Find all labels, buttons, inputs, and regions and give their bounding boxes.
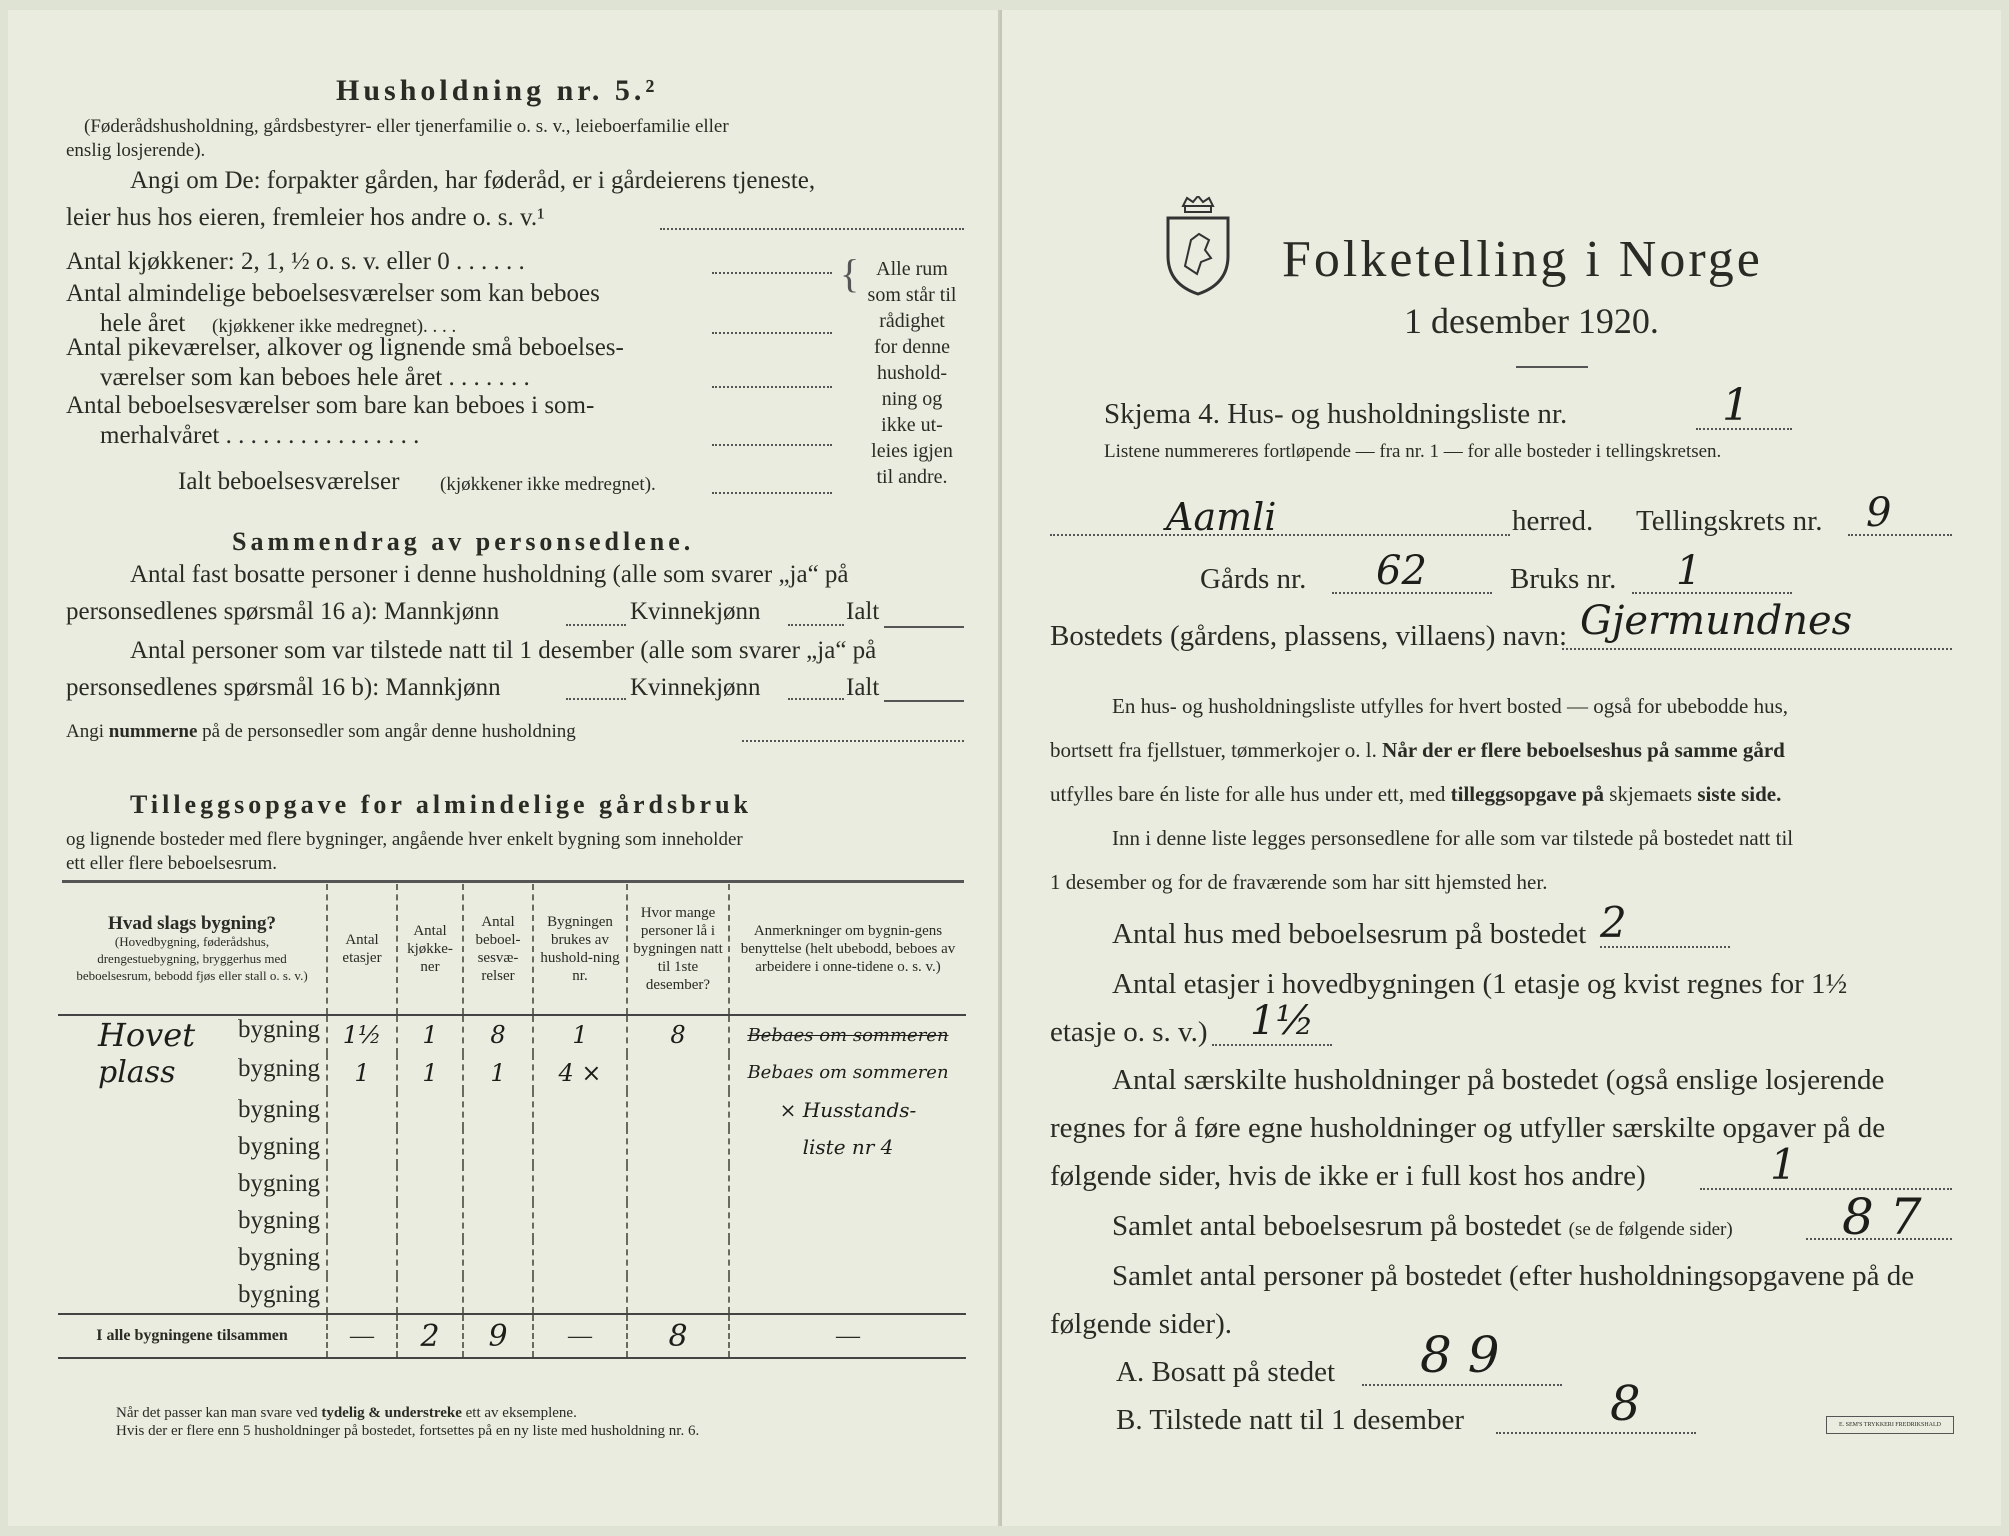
household-title: Husholdning nr. 5.² [336,74,659,107]
tilstede-ialt-label: Ialt [846,674,880,701]
footnote-1-b: tydelig & understreke [321,1405,462,1421]
listene-note: Listene nummereres fortløpende — fra nr. 1 — for alle bosteder i tellingskretsen. [1104,441,1722,462]
skjema-label: Skjema 4. Hus- og husholdningsliste nr. [1104,398,1568,430]
rom-cell[interactable] [463,1091,533,1128]
alm-label-2: hele året [100,310,186,337]
building-hw: Hovet [98,1016,196,1054]
table-row [58,1015,966,1054]
kjokken-cell[interactable] [397,1239,463,1276]
building-label-cell[interactable]: bygning [238,1095,320,1123]
alm-answer-line[interactable] [712,332,832,334]
fast-mann-line[interactable] [566,624,626,626]
total-rom[interactable]: 9 [463,1314,533,1358]
anmerkning-cell[interactable]: × Husstands- [729,1091,966,1128]
census-title: Folketelling i Norge [1282,231,1763,288]
total-personer[interactable]: 8 [627,1314,729,1358]
footnote-1-c: ett av eksemplene. [465,1405,577,1421]
kjokken-cell[interactable]: 1 [397,1015,463,1054]
fast-kvinne-line[interactable] [788,624,844,626]
building-label: bygning [238,1055,320,1082]
bosatt-line[interactable] [1362,1384,1562,1386]
kjokken-cell[interactable] [397,1202,463,1239]
p1-3d: siste side. [1697,782,1782,806]
angi-rest: på de personsedler som angår denne husholdning [202,721,576,742]
total-kjokken[interactable]: 2 [397,1314,463,1358]
building-table [58,884,966,1359]
etasjer-cell[interactable] [327,1239,397,1276]
anmerkning-cell[interactable] [729,1239,966,1276]
bostedets-label: Bostedets (gårdens, plassens, villaens) navn: [1050,620,1568,652]
footnote-1-a: Når det passer kan man svare ved [116,1405,318,1421]
fast-ialt-label: Ialt [846,598,880,625]
etasjer-cell[interactable] [327,1202,397,1239]
kjokken-cell[interactable] [397,1091,463,1128]
p1-3c: skjemaets [1609,782,1693,806]
anmerkning-cell[interactable] [729,1202,966,1239]
side-note-line: ikke ut- [881,414,943,436]
etasjer-cell[interactable] [327,1128,397,1165]
footnote-2: Hvis der er flere enn 5 husholdninger på bostedet, fortsettes på en ny liste med husholdning nr. 6. [116,1423,700,1439]
total-etasjer[interactable]: — [327,1314,397,1358]
rom-cell[interactable] [463,1202,533,1239]
brace: { [840,251,860,296]
angi-answer-line[interactable] [660,228,964,230]
fast-line-2: personsedlenes spørsmål 16 a): Mannkjønn [66,598,500,625]
saer-label-2: regnes for å føre egne husholdninger og utfyller særskilte opgaver på de [1050,1112,1886,1144]
samlet-rom-label [1112,1210,1733,1243]
personer-cell[interactable] [627,1276,729,1314]
total-label: I alle bygningene tilsammen [58,1314,327,1358]
personer-cell[interactable] [627,1239,729,1276]
paragraph-2-line-2: 1 desember og for de fraværende som har sitt hjemsted her. [1050,870,1548,894]
herred-hw[interactable]: Aamli [1166,495,1277,539]
etasjer-line[interactable] [1212,1044,1332,1046]
ialt-answer-line[interactable] [712,492,832,494]
title-rule [1516,366,1588,368]
rom-cell[interactable]: 8 [463,1015,533,1054]
paragraph-2-line-1: Inn i denne liste legges personsedlene for alle som var tilstede på bostedet natt til [1112,826,1794,850]
household-intro-2: enslig losjerende). [66,140,206,161]
etasjer-hw[interactable]: 1½ [1250,998,1315,1044]
ialt-label: Ialt beboelsesværelser [178,468,400,495]
tilstede-ialt-line[interactable] [884,700,964,702]
side-note-line: for denne [873,336,951,358]
samlet-rom-line[interactable] [1806,1238,1952,1240]
side-note-line: til andre. [876,466,948,488]
paragraph-1-line-3 [1050,782,1781,807]
table-row [58,1239,966,1276]
p1-3b: tilleggsopgave på [1450,782,1605,806]
etasjer-cell[interactable] [327,1165,397,1202]
angi-word: Angi [66,721,104,742]
herred-line[interactable] [1050,534,1510,536]
footnote-1 [116,1405,577,1422]
etasjer-label-1: Antal etasjer i hovedbygningen (1 etasje og kvist regnes for 1½ [1112,968,1848,1000]
saer-label-1: Antal særskilte husholdninger på bostedet (også enslige losjerende [1112,1064,1885,1096]
building-label-cell[interactable] [58,1015,327,1054]
col-building-type [58,884,327,1015]
table-row [58,1091,966,1128]
building-label: bygning [238,1016,320,1043]
sommer-answer-line[interactable] [712,444,832,446]
husholdning-cell[interactable] [533,1239,627,1276]
etasjer-cell[interactable]: 1 [327,1054,397,1091]
bruks-hw[interactable]: 1 [1676,548,1702,594]
hus-line[interactable] [1600,946,1730,948]
bostedets-hw[interactable]: Gjermundnes [1580,598,1853,644]
fast-line-1: Antal fast bosatte personer i denne husholdning (alle som svarer „ja“ på [130,561,849,588]
kitchen-count-label: Antal kjøkkener: 2, 1, ½ o. s. v. eller 0 . . . . . . [66,248,525,275]
etasjer-label-2: etasje o. s. v.) [1050,1016,1208,1048]
paragraph-1-line-1: En hus- og husholdningsliste utfylles for hvert bosted — også for ubebodde hus, [1112,694,1788,718]
building-label-cell[interactable]: bygning [238,1280,320,1308]
side-note-line: Alle rum [876,258,948,280]
rooms-side-note [862,256,962,490]
samlet-rom-hw[interactable]: 8 7 [1842,1188,1922,1246]
bostedets-line[interactable] [1562,648,1952,650]
page-fold [1000,10,1002,1526]
rom-cell[interactable] [463,1239,533,1276]
sommer-label-1: Antal beboelsesværelser som bare kan beboes i som- [66,392,595,419]
table-row [58,1054,966,1091]
bruks-label: Bruks nr. [1510,563,1617,595]
hus-label: Antal hus med beboelsesrum på bostedet [1112,918,1587,950]
tilstede-label: B. Tilstede natt til 1 desember [1116,1404,1464,1436]
building-label-cell[interactable]: bygning [238,1206,320,1234]
tilstede-line-2: personsedlenes spørsmål 16 b): Mannkjønn [66,674,501,701]
tilstede-line[interactable] [1496,1432,1696,1434]
col-rom: Antal beboel-sesvæ-relser [463,884,533,1015]
printer-stamp: E. SEM'S TRYKKERI FREDRIKSHALD [1826,1416,1954,1434]
samlet-rom-note: (se de følgende sider) [1568,1219,1733,1240]
husholdning-cell[interactable] [533,1165,627,1202]
kitchen-answer-line[interactable] [712,272,832,274]
tillegg-line-1: og lignende bosteder med flere bygninger, angående hver enkelt bygning som inneholder [66,829,743,850]
samlet-pers-label-2: følgende sider). [1050,1308,1232,1340]
bruks-line[interactable] [1632,592,1792,594]
fast-kvinne-label: Kvinnekjønn [630,598,761,625]
col-anmerkninger: Anmerkninger om bygnin-gens benyttelse (helt ubebodd, beboes av arbeidere i onne-tidene o. s. v.) [729,884,966,1015]
table-row [58,1276,966,1314]
anmerkning-cell[interactable] [729,1165,966,1202]
side-note-line: leies igjen [871,440,953,462]
ialt-note: (kjøkkener ikke medregnet). [440,474,656,495]
angi-nummerne [66,721,576,743]
etasjer-cell[interactable]: 1½ [327,1015,397,1054]
tillegg-title: Tilleggsopgave for almindelige gårdsbruk [130,790,753,819]
anmerkning-cell[interactable] [729,1276,966,1314]
col-kjokken: Antal kjøkke-ner [397,884,463,1015]
tilstede-line-1: Antal personer som var tilstede natt til 1 desember (alle som svarer „ja“ på [130,637,877,664]
herred-label: herred. [1512,505,1594,537]
rom-cell[interactable] [463,1276,533,1314]
tilstede-kvinne-line[interactable] [788,698,844,700]
side-note-line: som står til [867,284,957,306]
pike-answer-line[interactable] [712,386,832,388]
sommer-label-2: merhalvåret . . . . . . . . . . . . . . . . [100,422,420,449]
building-label-cell[interactable]: bygning [238,1243,320,1271]
husholdning-cell[interactable] [533,1091,627,1128]
building-hw: plass [98,1055,176,1090]
anmerkning-cell[interactable]: Bebaes om sommeren [729,1015,966,1054]
side-note-line: rådighet [879,310,945,332]
building-label-cell[interactable] [58,1054,327,1091]
pike-label-1: Antal pikeværelser, alkover og lignende små beboelses- [66,334,624,361]
tilstede-hw[interactable]: 8 [1610,1376,1641,1432]
col-personer: Hvor mange personer lå i bygningen natt til 1ste desember? [627,884,729,1015]
total-husholdning[interactable]: — [533,1314,627,1358]
husholdning-cell[interactable] [533,1128,627,1165]
kjokken-cell[interactable] [397,1276,463,1314]
table-row [58,1165,966,1202]
gards-line[interactable] [1332,592,1492,594]
bosatt-hw[interactable]: 8 9 [1420,1326,1500,1384]
husholdning-cell[interactable] [533,1276,627,1314]
fast-ialt-line[interactable] [884,626,964,628]
table-row [58,1202,966,1239]
p1-2a: bortsett fra fjellstuer, tømmerkojer o. l. [1050,738,1377,762]
kjokken-cell[interactable] [397,1165,463,1202]
nummerne-line[interactable] [742,740,964,742]
personer-cell[interactable] [627,1091,729,1128]
col-husholdning: Bygningen brukes av hushold-ning nr. [533,884,627,1015]
husholdning-cell[interactable]: 1 [533,1015,627,1054]
kjokken-cell[interactable] [397,1128,463,1165]
samlet-pers-label-1: Samlet antal personer på bostedet (efter husholdningsopgavene på de [1112,1260,1915,1292]
side-note-line: hushold- [877,362,947,384]
angi-line-1: Angi om De: forpakter gården, har føderåd, er i gårdeierens tjeneste, [130,167,816,194]
rom-cell[interactable] [463,1165,533,1202]
personer-cell[interactable] [627,1128,729,1165]
anmerkning-cell[interactable]: liste nr 4 [729,1128,966,1165]
pike-label-2: værelser som kan beboes hele året . . . . . . . [100,364,530,391]
table-top-rule [62,880,964,883]
nummerne-word: nummerne [108,721,198,742]
tellingskrets-hw[interactable]: 9 [1866,490,1892,536]
personer-cell[interactable] [627,1054,729,1091]
personer-cell[interactable]: 8 [627,1015,729,1054]
saer-hw[interactable]: 1 [1770,1140,1797,1189]
gards-hw[interactable]: 62 [1376,548,1427,594]
personer-cell[interactable] [627,1165,729,1202]
samlet-rom-text: Samlet antal beboelsesrum på bostedet [1112,1210,1562,1242]
table-row [58,1128,966,1165]
husholdning-cell[interactable] [533,1202,627,1239]
coat-of-arms-icon [1163,196,1233,296]
angi-line-2: leier hus hos eieren, fremleier hos andre o. s. v.¹ [66,204,545,231]
hus-hw[interactable]: 2 [1600,898,1627,947]
tellingskrets-label: Tellingskrets nr. [1636,505,1823,537]
skjema-number-hw[interactable]: 1 [1722,380,1750,431]
tellingskrets-line[interactable] [1848,534,1952,536]
building-label-cell[interactable]: bygning [238,1169,320,1197]
paragraph-1-line-2 [1050,738,1785,763]
total-anmerkning[interactable]: — [729,1314,966,1358]
skjema-number-line[interactable] [1696,428,1792,430]
census-date: 1 desember 1920. [1404,301,1659,341]
tilstede-mann-line[interactable] [566,698,626,700]
saer-label-3: følgende sider, hvis de ikke er i full kost hos andre) [1050,1160,1646,1192]
gards-label: Gårds nr. [1200,563,1307,595]
etasjer-cell[interactable] [327,1091,397,1128]
p1-2b: Når der er flere beboelseshus på samme gård [1382,738,1785,762]
side-note-line: ning og [881,388,943,410]
personer-cell[interactable] [627,1202,729,1239]
kjokken-cell[interactable]: 1 [397,1054,463,1091]
alm-label-note: (kjøkkener ikke medregnet). . . . [212,316,457,337]
tilstede-kvinne-label: Kvinnekjønn [630,674,761,701]
bosatt-label: A. Bosatt på stedet [1116,1356,1336,1388]
col-building-sub: (Hovedbygning, føderådshus, drengestuebygning, bryggerhus med beboelsesrum, bebodd fjøs eller stall o. s. v.) [76,933,308,983]
col-etasjer: Antal etasjer [327,884,397,1015]
building-label-cell[interactable]: bygning [238,1132,320,1160]
col-building-title: Hvad slags bygning? [108,912,276,934]
alm-label-1: Antal almindelige beboelsesværelser som kan beboes [66,280,600,307]
p1-3a: utfylles bare én liste for alle hus under ett, med [1050,782,1446,806]
total-row [58,1314,966,1358]
husholdning-cell[interactable]: 4 × [533,1054,627,1091]
anmerkning-cell[interactable]: Bebaes om sommeren [729,1054,966,1091]
etasjer-cell[interactable] [327,1276,397,1314]
sammendrag-title: Sammendrag av personsedlene. [232,527,695,556]
tillegg-line-2: ett eller flere beboelsesrum. [66,853,278,874]
household-intro-1: (Føderådshusholdning, gårdsbestyrer- eller tjenerfamilie o. s. v., leieboerfamilie eller [84,116,729,137]
rom-cell[interactable]: 1 [463,1054,533,1091]
rom-cell[interactable] [463,1128,533,1165]
